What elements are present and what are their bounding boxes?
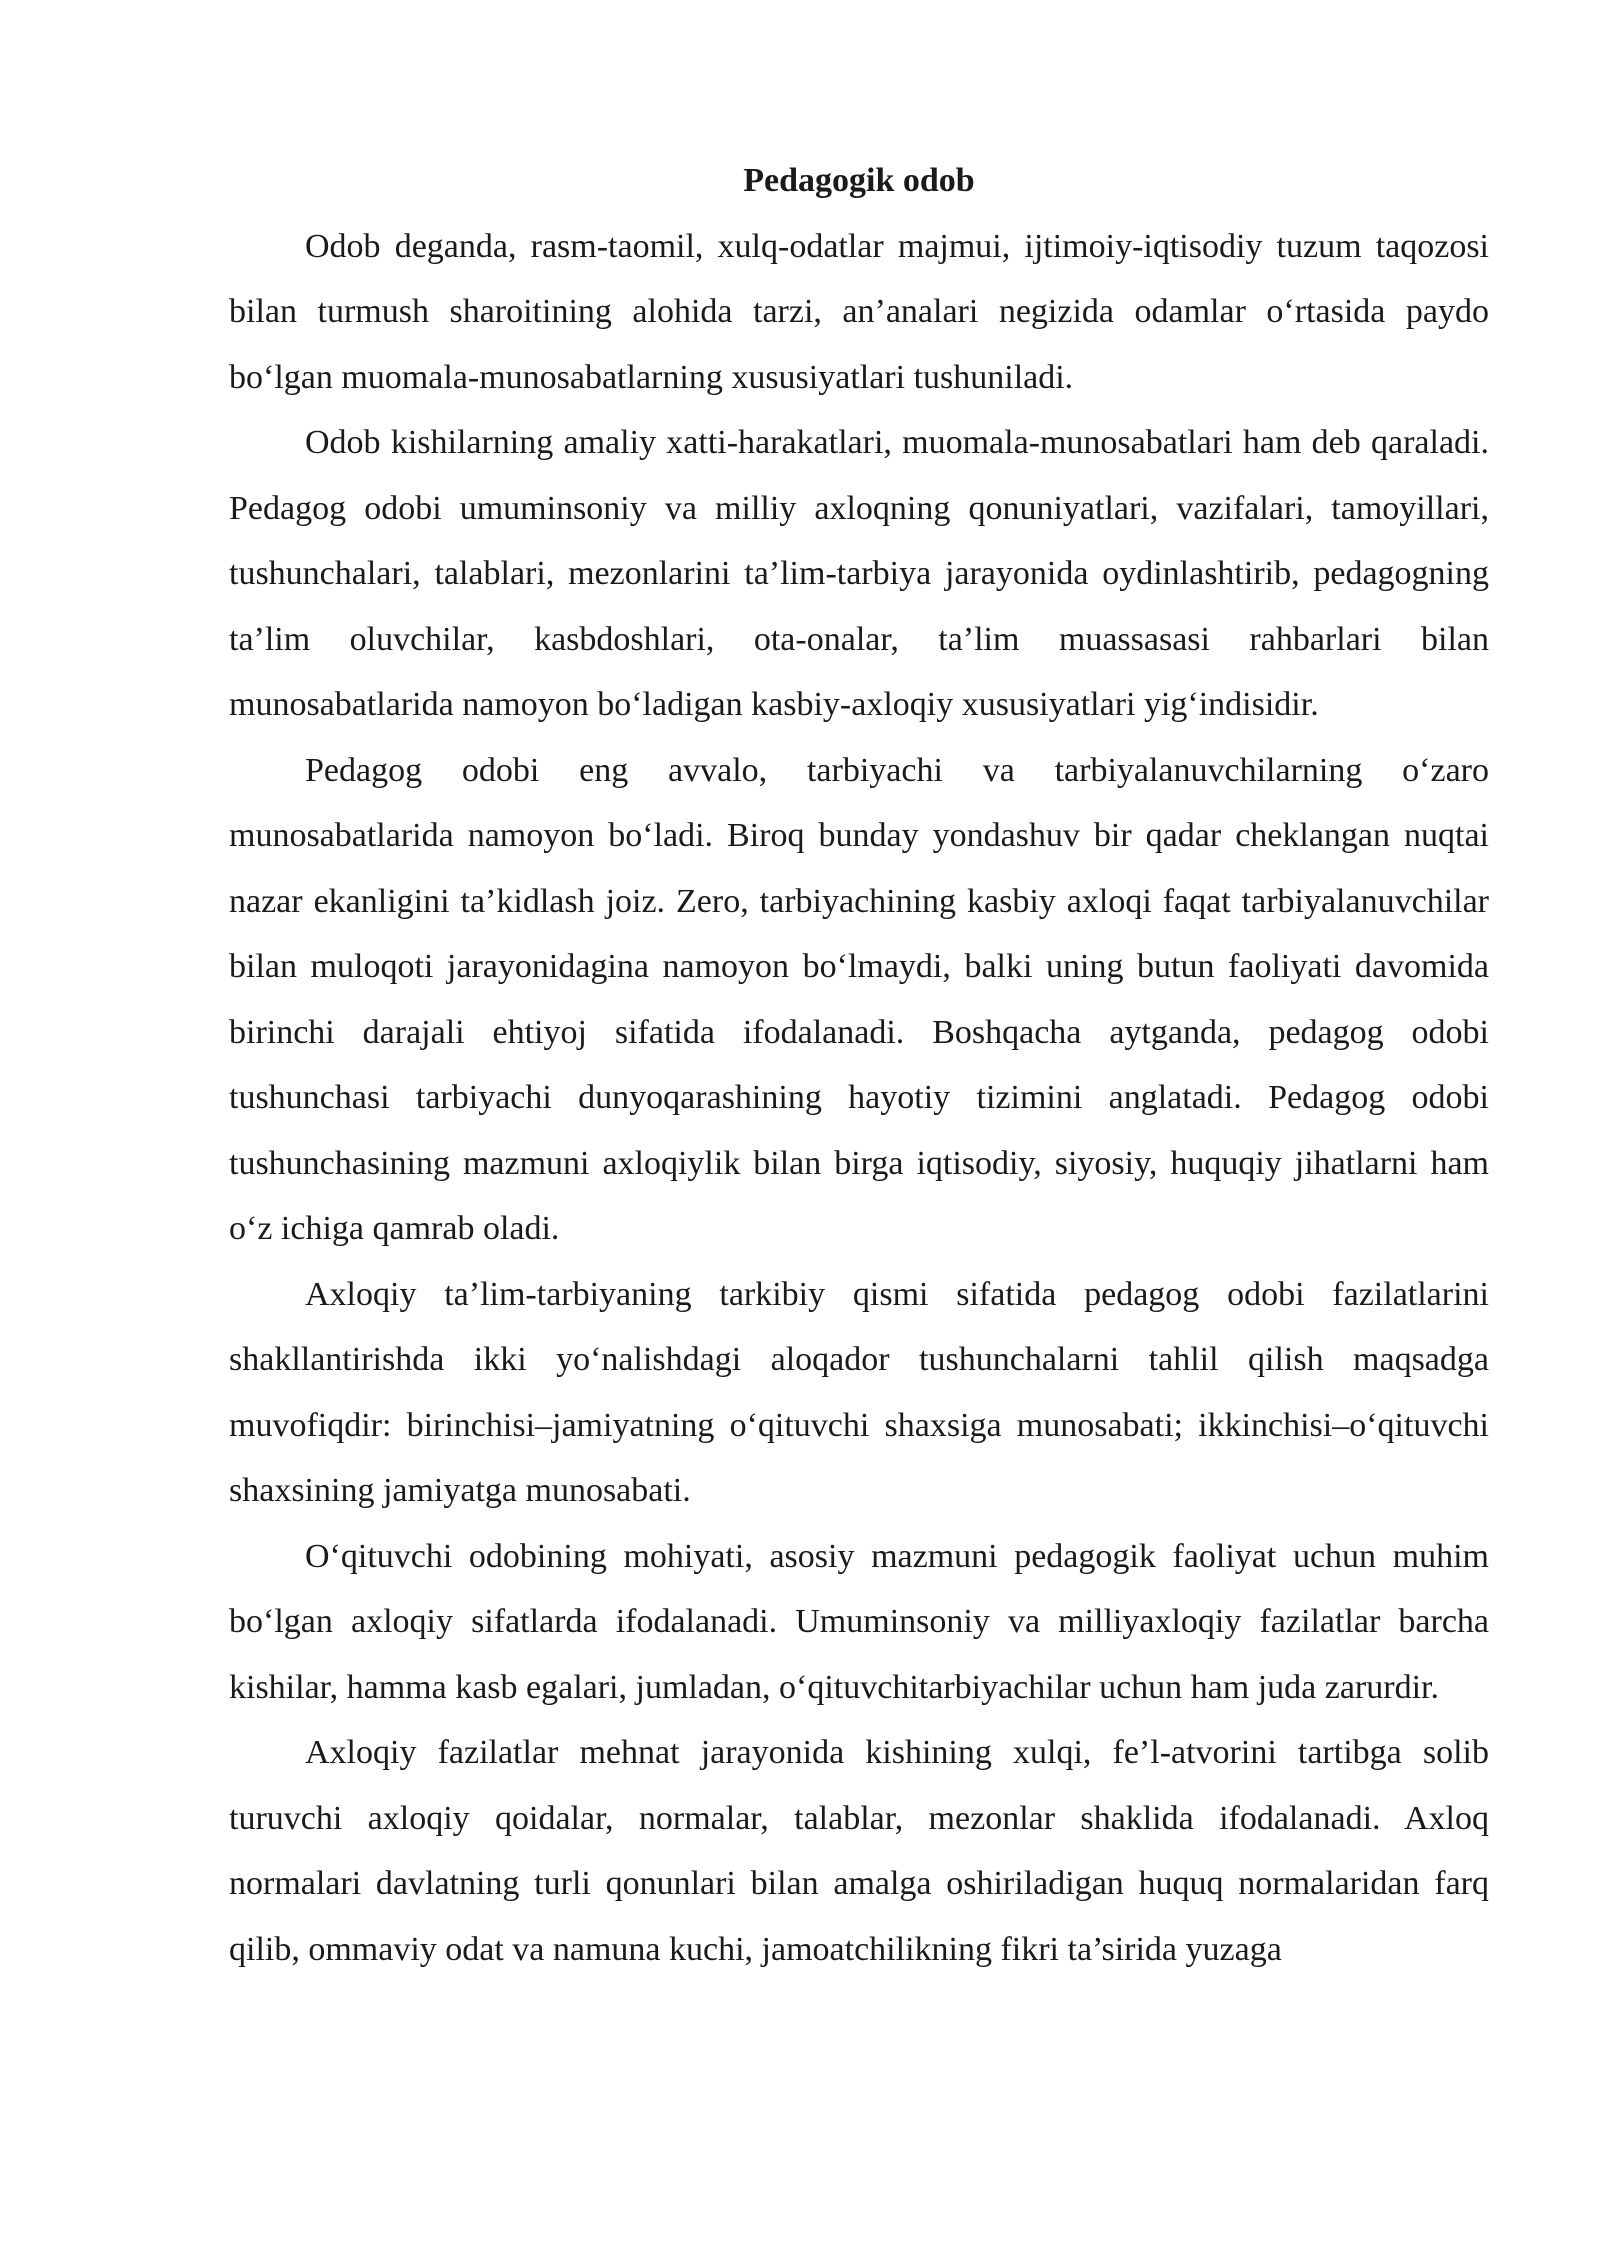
paragraph-5: O‘qituvchi odobining mohiyati, asosiy mazmuni pedagogik faoliyat uchun muhim bo‘lgan axloqiy sifatlarda ifodalanadi. Umuminsoniy va milliyaxloqiy fazilatlar barcha kishilar, hamma kasb egalari, jumladan, o‘qituvchitarbiyachilar uchun ham juda zarurdir. bbox=[229, 1537, 1489, 1706]
page-title: Pedagogik odob bbox=[743, 162, 975, 199]
document-body bbox=[229, 148, 1489, 1982]
paragraph-1: Odob deganda, rasm-taomil, xulq-odatlar majmui, ijtimoiy-iqtisodiy tuzum taqozosi bilan turmush sharoitining alohida tarzi, an’analari negizida odamlar o‘rtasida paydo bo‘lgan muomala-munosabatlarning xususiyatlari tushuniladi. bbox=[229, 227, 1489, 396]
paragraph-3: Pedagog odobi eng avvalo, tarbiyachi va tarbiyalanuvchilarning o‘zaro munosabatlarida namoyon bo‘ladi. Biroq bunday yondashuv bir qadar cheklangan nuqtai nazar ekanligini ta’kidlash joiz. Zero, tarbiyachining kasbiy axloqi faqat tarbiyalanuvchilar bilan muloqoti jarayonidagina namoyon bo‘lmaydi, balki uning butun faoliyati davomida birinchi darajali ehtiyoj sifatida ifodalanadi. Boshqacha aytganda, pedagog odobi tushunchasi tarbiyachi dunyoqarashining hayotiy tizimini anglatadi. Pedagog odobi tushunchasining mazmuni axloqiylik bilan birga iqtisodiy, siyosiy, huquqiy jihatlarni ham o‘z ichiga qamrab oladi. bbox=[229, 751, 1489, 1247]
paragraph-6: Axloqiy fazilatlar mehnat jarayonida kishining xulqi, fe’l-atvorini tartibga solib turuvchi axloqiy qoidalar, normalar, talablar, mezonlar shaklida ifodalanadi. Axloq normalari davlatning turli qonunlari bilan amalga oshiriladigan huquq normalaridan farq qilib, ommaviy odat va namuna kuchi, jamoatchilikning fikri ta’sirida yuzaga bbox=[229, 1734, 1489, 1968]
paragraph-2: Odob kishilarning amaliy xatti-harakatlari, muomala-munosabatlari ham deb qaraladi. Pedagog odobi umuminsoniy va milliy axloqning qonuniyatlari, vazifalari, tamoyillari, tushunchalari, talablari, mezonlarini ta’lim-tarbiya jarayonida oydinlashtirib, pedagogning ta’lim oluvchilar, kasbdoshlari, ota-onalar, ta’lim muassasasi rahbarlari bilan munosabatlarida namoyon bo‘ladigan kasbiy-axloqiy xususiyatlari yig‘indisidir. bbox=[229, 424, 1489, 723]
paragraph-4: Axloqiy ta’lim-tarbiyaning tarkibiy qismi sifatida pedagog odobi fazilatlarini shakllantirishda ikki yo‘nalishdagi aloqador tushunchalarni tahlil qilish maqsadga muvofiqdir: birinchisi–jamiyatning o‘qituvchi shaxsiga munosabati; ikkinchisi–o‘qituvchi shaxsining jamiyatga munosabati. bbox=[229, 1275, 1489, 1509]
